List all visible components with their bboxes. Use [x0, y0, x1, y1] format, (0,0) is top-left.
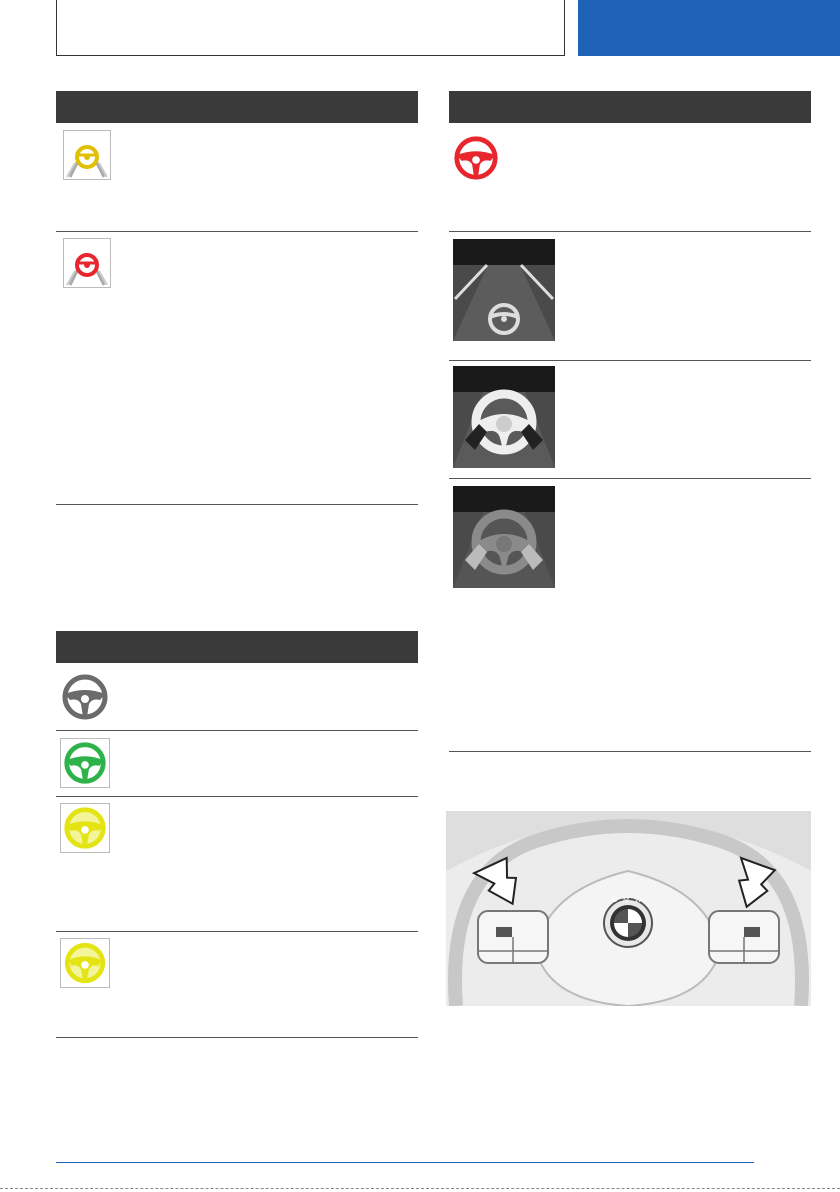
footer-rule [56, 1162, 754, 1163]
section-bar-left-top [56, 91, 418, 123]
page-header-box [56, 0, 565, 56]
steering-wheel-yellow-icon [60, 803, 110, 853]
road-steering-wheel-image [453, 239, 555, 341]
divider [449, 231, 811, 232]
section-bar-right-top [449, 91, 811, 123]
page-cut-line [0, 1188, 840, 1189]
divider [56, 1037, 418, 1038]
steering-wheel-lanes-red-icon [63, 238, 111, 288]
steering-wheel-yellow-icon [60, 938, 110, 988]
hands-on-wheel-image [453, 366, 555, 468]
hands-on-wheel-dimmed-image [453, 486, 555, 588]
steering-wheel-lanes-yellow-icon [63, 130, 111, 180]
steering-wheel-red-icon [452, 134, 500, 182]
bmw-logo-text: B M W [612, 897, 644, 904]
divider [449, 751, 811, 752]
divider [56, 231, 418, 232]
steering-wheel-buttons-photo [446, 811, 811, 1006]
divider [56, 504, 418, 505]
divider [56, 730, 418, 731]
chapter-tab[interactable] [578, 0, 840, 56]
divider [56, 931, 418, 932]
steering-wheel-green-icon [60, 738, 110, 788]
section-bar-left-bottom [56, 631, 418, 663]
divider [449, 478, 811, 479]
steering-wheel-grey-icon [60, 672, 110, 722]
divider [56, 796, 418, 797]
divider [449, 360, 811, 361]
